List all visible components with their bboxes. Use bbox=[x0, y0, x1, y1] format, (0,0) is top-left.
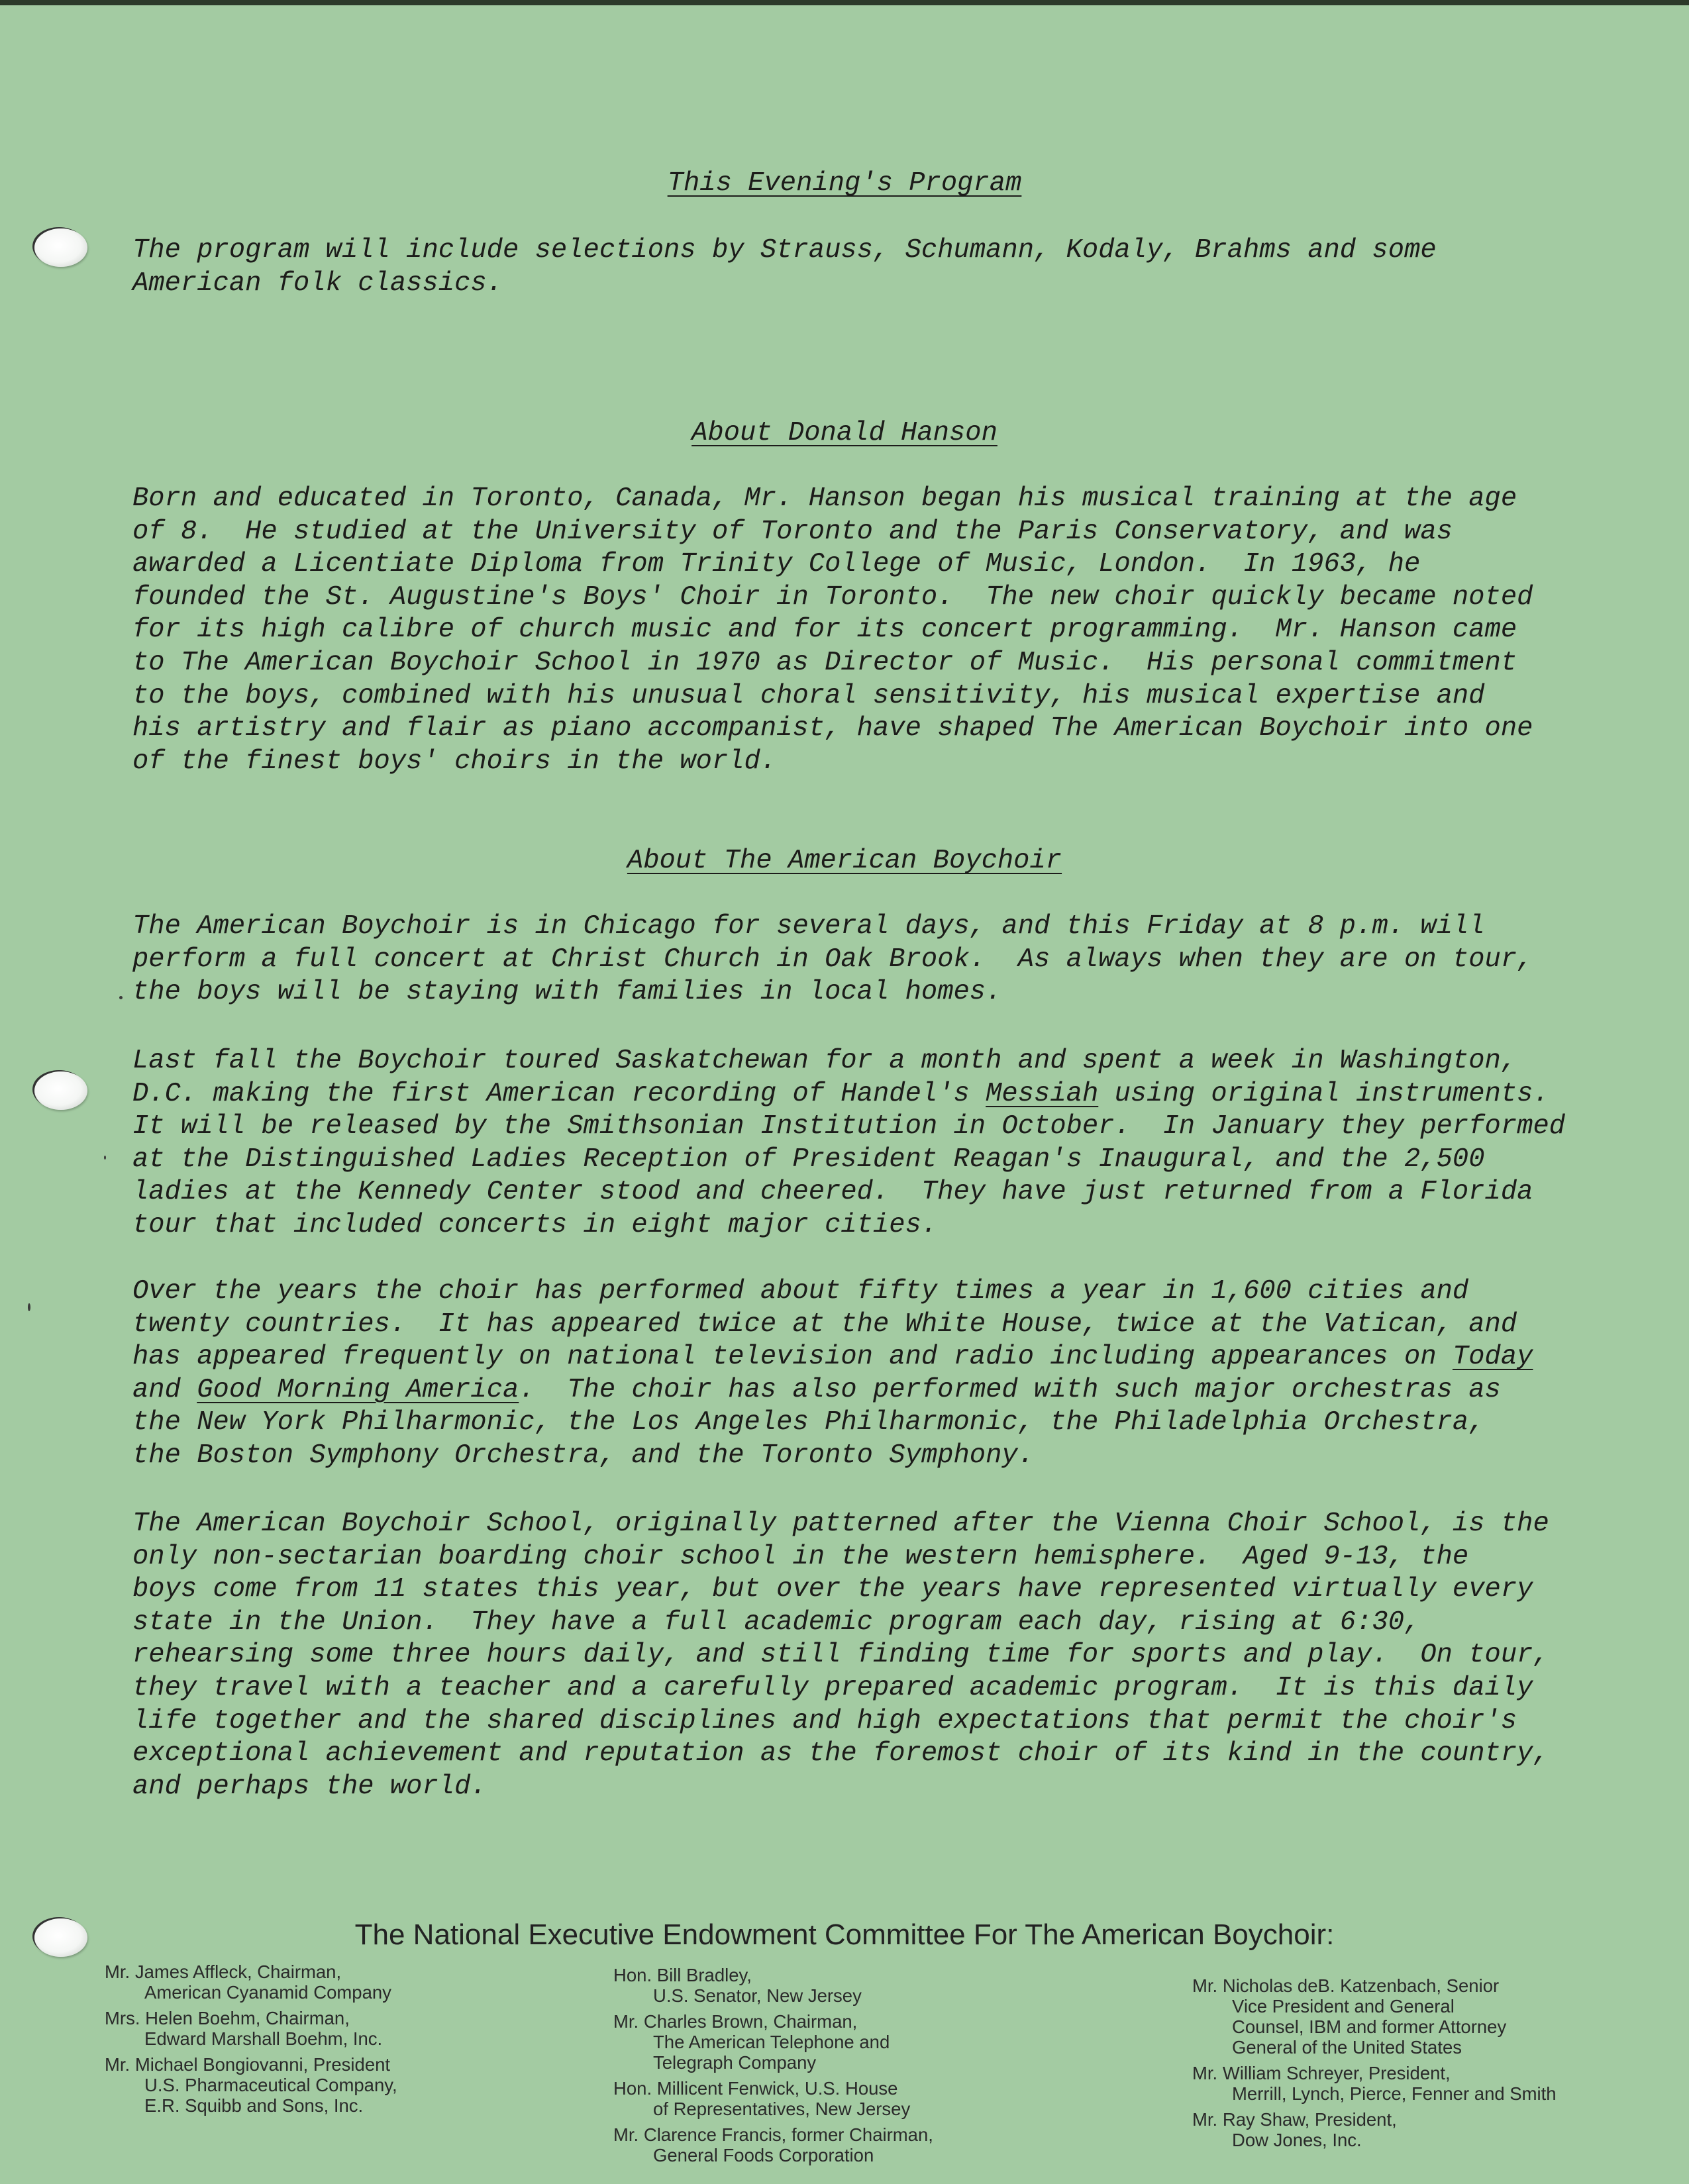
good-morning-america-title: Good Morning America bbox=[197, 1374, 519, 1405]
text-line bbox=[132, 1341, 1616, 1374]
text-line: state in the Union. They have a full academic program each day, rising at 6:30, bbox=[132, 1607, 1421, 1638]
boychoir-paragraph-2 bbox=[132, 1045, 1616, 1242]
member-name: Mr. Charles Brown, Chairman, bbox=[613, 2011, 858, 2032]
boychoir-paragraph-4 bbox=[132, 1508, 1616, 1803]
member-detail: of Representatives, New Jersey bbox=[653, 2099, 911, 2119]
committee-member bbox=[613, 2011, 933, 2073]
text-line: his artistry and flair as piano accompanist, have shaped The American Boychoir into one bbox=[132, 713, 1533, 744]
text-line: life together and the shared disciplines and high expectations that permit the choir's bbox=[132, 1705, 1517, 1736]
text-line: for its high calibre of church music and for its concert programming. Mr. Hanson came bbox=[132, 615, 1517, 646]
program-paragraph bbox=[132, 234, 1616, 300]
committee-member bbox=[613, 2078, 933, 2119]
text-line: and perhaps the world. bbox=[132, 1771, 487, 1802]
committee-member bbox=[105, 2054, 397, 2116]
text-line: exceptional achievement and reputation as the foremost choir of its kind in the country, bbox=[132, 1738, 1549, 1769]
text-line bbox=[132, 1374, 1616, 1407]
member-detail: U.S. Pharmaceutical Company, bbox=[144, 2075, 397, 2095]
member-detail: Merrill, Lynch, Pierce, Fenner and Smith bbox=[1232, 2083, 1557, 2104]
text-line: only non-sectarian boarding choir school in the western hemisphere. Aged 9-13, the bbox=[132, 1541, 1469, 1572]
committee-member bbox=[105, 2008, 397, 2049]
text-line: the Boston Symphony Orchestra, and the Toronto Symphony. bbox=[132, 1440, 1035, 1471]
committee-member bbox=[613, 1965, 933, 2006]
text-line: ladies at the Kennedy Center stood and cheered. They have just returned from a Florida bbox=[132, 1177, 1533, 1208]
boychoir-paragraph-1 bbox=[132, 911, 1616, 1009]
page-top-edge bbox=[0, 0, 1689, 5]
text-line: The American Boychoir School, originally patterned after the Vienna Choir School, is the bbox=[132, 1509, 1549, 1539]
committee-member bbox=[1192, 2063, 1557, 2104]
text-line: tour that included concerts in eight major cities. bbox=[132, 1209, 938, 1240]
member-detail: Edward Marshall Boehm, Inc. bbox=[144, 2028, 383, 2049]
member-detail: Telegraph Company bbox=[653, 2052, 817, 2073]
text-line: of 8. He studied at the University of Toronto and the Paris Conservatory, and was bbox=[132, 516, 1453, 547]
text-line: Last fall the Boychoir toured Saskatchewan for a month and spent a week in Washington, bbox=[132, 1046, 1517, 1076]
text-line: The American Boychoir is in Chicago for several days, and this Friday at 8 p.m. will bbox=[132, 911, 1485, 942]
text-segment: and bbox=[132, 1374, 197, 1405]
text-line: rehearsing some three hours daily, and still finding time for sports and play. On tour, bbox=[132, 1640, 1549, 1671]
member-detail: American Cyanamid Company bbox=[144, 1982, 391, 2003]
messiah-title: Messiah bbox=[986, 1078, 1099, 1109]
text-line: The program will include selections by Strauss, Schumann, Kodaly, Brahms and some bbox=[132, 235, 1437, 266]
committee-member bbox=[105, 1961, 397, 2003]
member-detail: The American Telephone and bbox=[653, 2032, 890, 2052]
member-name: Mr. Nicholas deB. Katzenbach, Senior bbox=[1192, 1975, 1500, 1996]
boychoir-paragraph-3 bbox=[132, 1275, 1616, 1473]
member-name: Mr. William Schreyer, President, bbox=[1192, 2063, 1451, 2083]
text-segment: D.C. making the first American recording of Handel's bbox=[132, 1078, 986, 1109]
text-line: perform a full concert at Christ Church in Oak Brook. As always when they are on tour, bbox=[132, 944, 1533, 975]
member-detail: Vice President and General bbox=[1232, 1996, 1455, 2016]
text-segment: has appeared frequently on national television and radio including appearances on bbox=[132, 1342, 1453, 1373]
paper-speck bbox=[119, 996, 123, 999]
text-segment: using original instruments. bbox=[1098, 1078, 1549, 1109]
member-detail: Dow Jones, Inc. bbox=[1232, 2130, 1362, 2150]
committee-column-1 bbox=[105, 1961, 397, 2121]
text-line: awarded a Licentiate Diploma from Trinity College of Music, London. In 1963, he bbox=[132, 549, 1421, 580]
committee-member bbox=[1192, 1975, 1557, 2058]
text-line: Over the years the choir has performed about fifty times a year in 1,600 cities and bbox=[132, 1276, 1469, 1307]
text-segment: . The choir has also performed with such major orchestras as bbox=[519, 1374, 1501, 1405]
text-line: the boys will be staying with families in local homes. bbox=[132, 977, 1002, 1008]
text-line: twenty countries. It has appeared twice at the White House, twice at the Vatican, and bbox=[132, 1309, 1517, 1340]
text-line: of the finest boys' choirs in the world. bbox=[132, 746, 777, 777]
hanson-heading: About Donald Hanson bbox=[691, 418, 998, 448]
member-detail: Counsel, IBM and former Attorney bbox=[1232, 2016, 1507, 2037]
member-name: Mr. Michael Bongiovanni, President bbox=[105, 2054, 391, 2075]
member-name: Hon. Millicent Fenwick, U.S. House bbox=[613, 2078, 898, 2099]
committee-title: The National Executive Endowment Committee For The American Boychoir: bbox=[354, 1918, 1335, 1951]
committee-column-2 bbox=[613, 1965, 933, 2171]
text-line: they travel with a teacher and a carefully prepared academic program. It is this daily bbox=[132, 1672, 1533, 1703]
punch-hole-top bbox=[34, 228, 87, 267]
member-detail: General of the United States bbox=[1232, 2037, 1462, 2058]
committee-member bbox=[1192, 2109, 1557, 2150]
member-name: Mr. James Affleck, Chairman, bbox=[105, 1961, 342, 1982]
member-name: Mr. Clarence Francis, former Chairman, bbox=[613, 2124, 933, 2145]
text-line: to The American Boychoir School in 1970 as Director of Music. His personal commitment bbox=[132, 647, 1517, 678]
text-line: It will be released by the Smithsonian Institution in October. In January they performed bbox=[132, 1111, 1566, 1142]
hanson-paragraph bbox=[132, 483, 1616, 778]
member-name: Hon. Bill Bradley, bbox=[613, 1965, 752, 1985]
boychoir-heading: About The American Boychoir bbox=[627, 846, 1062, 876]
committee-member bbox=[613, 2124, 933, 2165]
text-line: Born and educated in Toronto, Canada, Mr. Hanson began his musical training at the age bbox=[132, 483, 1517, 514]
text-line: to the boys, combined with his unusual choral sensitivity, his musical expertise and bbox=[132, 680, 1485, 711]
member-name: Mr. Ray Shaw, President, bbox=[1192, 2109, 1397, 2130]
text-line bbox=[132, 1078, 1616, 1111]
text-line: founded the St. Augustine's Boys' Choir in Toronto. The new choir quickly became noted bbox=[132, 581, 1533, 613]
program-heading: This Evening's Program bbox=[667, 168, 1022, 199]
text-line: at the Distinguished Ladies Reception of President Reagan's Inaugural, and the 2,500 bbox=[132, 1144, 1485, 1175]
text-line: the New York Philharmonic, the Los Angeles Philharmonic, the Philadelphia Orchestra, bbox=[132, 1407, 1485, 1438]
today-show-title: Today bbox=[1452, 1342, 1533, 1373]
paper-speck bbox=[104, 1156, 106, 1160]
member-name: Mrs. Helen Boehm, Chairman, bbox=[105, 2008, 350, 2028]
member-detail: U.S. Senator, New Jersey bbox=[653, 1985, 862, 2006]
paper-speck bbox=[28, 1303, 30, 1311]
committee-column-3 bbox=[1192, 1975, 1557, 2156]
text-line: boys come from 11 states this year, but over the years have represented virtually every bbox=[132, 1574, 1533, 1605]
member-detail: General Foods Corporation bbox=[653, 2145, 874, 2165]
punch-hole-middle bbox=[34, 1071, 87, 1110]
member-detail: E.R. Squibb and Sons, Inc. bbox=[144, 2095, 364, 2116]
text-line: American folk classics. bbox=[132, 268, 503, 299]
